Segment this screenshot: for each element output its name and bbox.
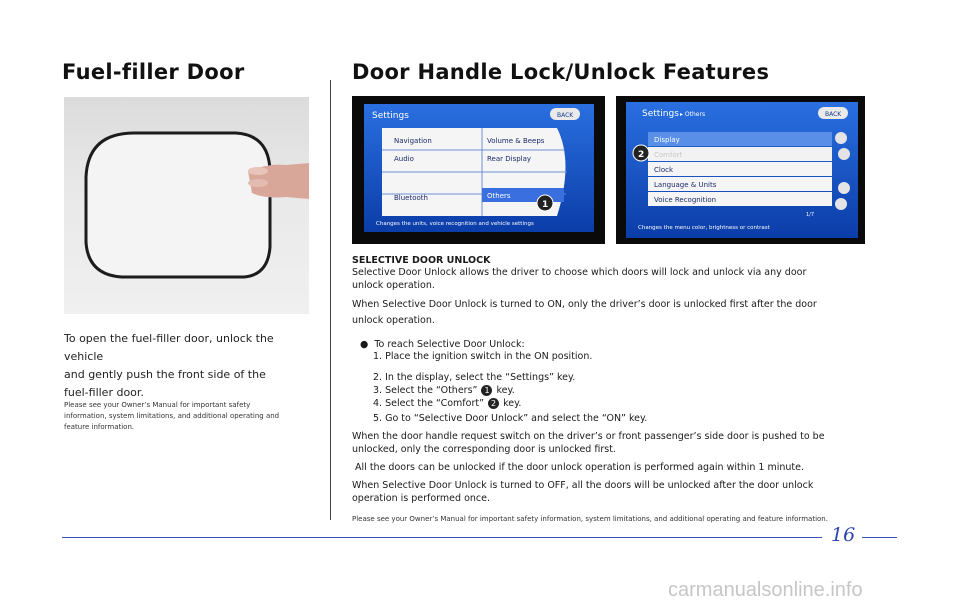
svg-text:Volume & Beeps: Volume & Beeps (487, 137, 545, 145)
screen2-footer: Changes the menu color, brightness or contrast (638, 225, 770, 231)
screen1-back: BACK (557, 112, 574, 119)
svg-text:Voice Recognition: Voice Recognition (654, 196, 717, 204)
callout-2: 2 (638, 150, 645, 160)
others-screen-photo (616, 96, 865, 244)
footer-rule-left (62, 537, 822, 538)
screen1-header: Settings (372, 111, 409, 121)
step-3: 3. Select the “Others” 1 key. (373, 385, 515, 396)
bullet-item: ● To reach Selective Door Unlock: (360, 339, 525, 350)
step-1: 1. Place the ignition switch in the ON position. (373, 351, 593, 362)
column-divider (330, 80, 331, 520)
page-number: 16 (831, 524, 856, 546)
svg-text:Comfort: Comfort (654, 151, 683, 159)
screen2-page: 1/7 (806, 212, 815, 218)
svg-text:Clock: Clock (654, 166, 674, 174)
step-4: 4. Select the “Comfort” 2 key. (373, 398, 522, 409)
footer-rule-right (862, 537, 897, 538)
screen2-header: Settings (642, 109, 679, 119)
bullet-icon: ● (360, 339, 369, 350)
svg-text:Display: Display (654, 136, 680, 144)
para-1: Selective Door Unlock allows the driver to choose which doors will lock and unlock via any door unlock operation. (352, 267, 807, 291)
svg-text:Navigation: Navigation (394, 137, 432, 145)
selective-door-unlock-heading: SELECTIVE DOOR UNLOCK (352, 255, 491, 266)
door-handle-title: Door Handle Lock/Unlock Features (352, 60, 770, 84)
step-2: 2. In the display, select the “Settings” key. (373, 372, 576, 383)
screen1-footer: Changes the units, voice recognition and vehicle settings (376, 221, 534, 227)
svg-text:Audio: Audio (394, 155, 414, 163)
svg-text:Bluetooth: Bluetooth (394, 194, 428, 202)
svg-text:Language & Units: Language & Units (654, 181, 717, 189)
svg-text:Rear Display: Rear Display (487, 155, 532, 163)
fuel-filler-title: Fuel-filler Door (62, 60, 245, 84)
owners-manual-note-left: Please see your Owner’s Manual for important safety information, system limitations, and additional operating and feature information. (64, 401, 280, 431)
fuel-door-photo (64, 97, 309, 314)
watermark: carmanualsonline.info (668, 579, 863, 601)
callout-1: 1 (542, 200, 549, 210)
para-4: All the doors can be unlocked if the door unlock operation is performed again within 1 minute. (352, 462, 804, 473)
para-5: When Selective Door Unlock is turned to OFF, all the doors will be unlocked after the door unlock operation is performed once. (352, 480, 814, 504)
svg-text:Others: Others (487, 192, 511, 200)
step-5: 5. Go to “Selective Door Unlock” and select the “ON” key. (373, 413, 648, 424)
fuel-filler-instructions: To open the fuel-filler door, unlock the vehicle and gently push the front side of the fuel-filler door. (64, 332, 274, 399)
callout-2-inline: 2 (488, 398, 499, 409)
screen2-breadcrumb: ▸ Others (680, 111, 706, 118)
para-2: When Selective Door Unlock is turned to ON, only the driver’s door is unlocked first after the door unlock operation. (352, 299, 817, 326)
screen2-back: BACK (825, 111, 842, 118)
owners-manual-note-right: Please see your Owner’s Manual for important safety information, system limitations, and additional operating and feature information. (352, 515, 828, 523)
para-3: When the door handle request switch on the driver’s or front passenger’s side door is pushed to be unlocked, only the corresponding door is unlocked first. (352, 431, 825, 455)
settings-screen-photo (352, 96, 605, 244)
callout-1-inline: 1 (481, 385, 492, 396)
